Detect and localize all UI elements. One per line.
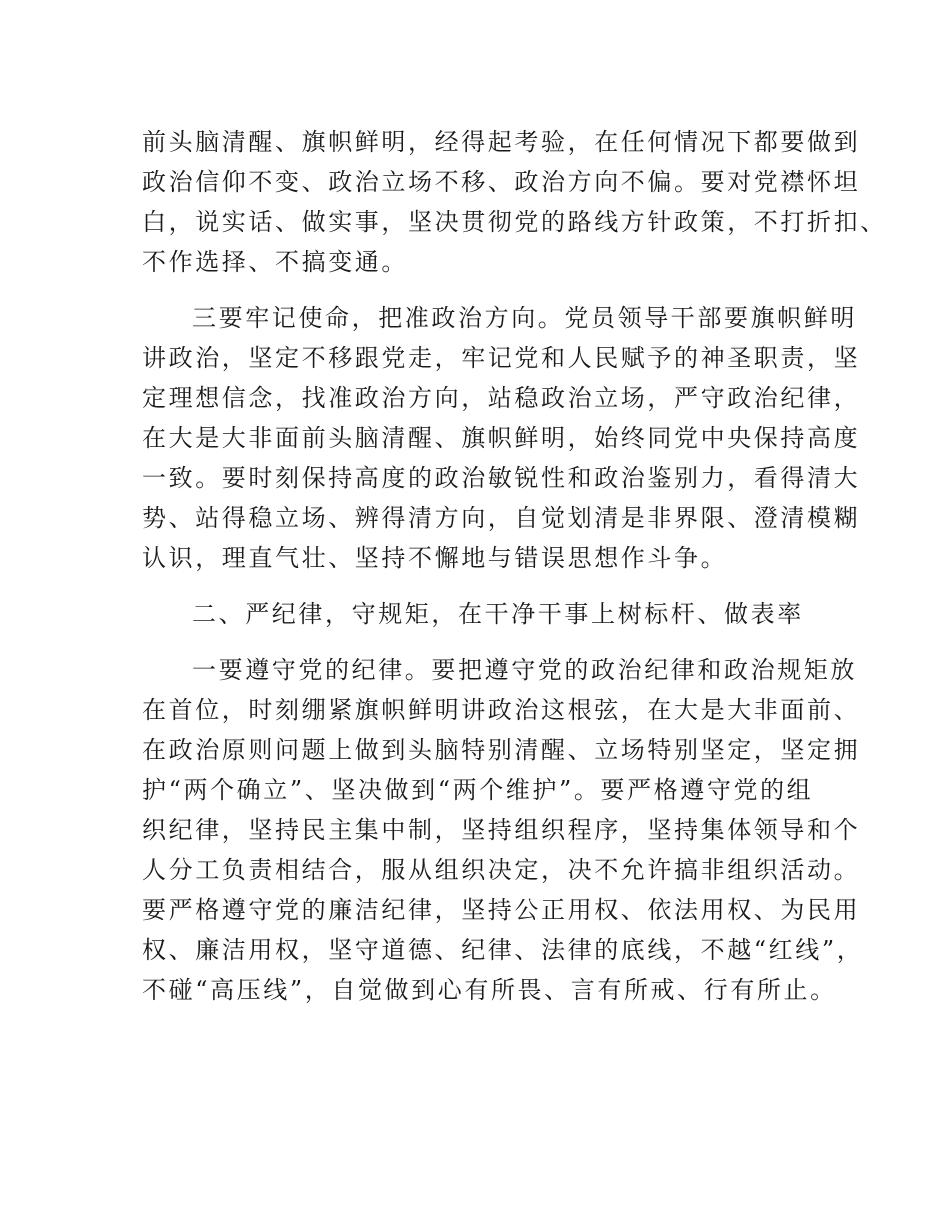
text-line: 在政治原则问题上做到头脑特别清醒、立场特别坚定，坚定拥 [142, 736, 861, 764]
text-line: 护“两个确立”、坚决做到“两个维护”。要严格遵守党的组 [142, 776, 814, 804]
text-line: 要严格遵守党的廉洁纪律，坚持公正用权、依法用权、为民用 [142, 896, 861, 924]
text-line: 权、廉洁用权，坚守道德、纪律、法律的底线，不越“红线”， [142, 936, 864, 964]
text-line: 人分工负责相结合，服从组织决定，决不允许搞非组织活动。 [142, 856, 861, 884]
text-line: 在大是大非面前头脑清醒、旗帜鲜明，始终同党中央保持高度 [142, 424, 861, 452]
text-line: 一要遵守党的纪律。要把遵守党的政治纪律和政治规矩放 [192, 656, 857, 684]
text-line: 讲政治，坚定不移跟党走，牢记党和人民赋予的神圣职责，坚 [142, 344, 861, 372]
text-line: 三要牢记使命，把准政治方向。党员领导干部要旗帜鲜明 [192, 304, 857, 332]
paragraph-mission [142, 298, 861, 578]
text-line: 势、站得稳立场、辨得清方向，自觉划清是非界限、澄清模糊 [142, 504, 861, 532]
document-body [142, 122, 887, 1010]
text-line: 在首位，时刻绷紧旗帜鲜明讲政治这根弦，在大是大非面前、 [142, 696, 861, 724]
text-line: 不碰“高压线”，自觉做到心有所畏、言有所戒、行有所止。 [142, 976, 837, 1004]
text-line: 前头脑清醒、旗帜鲜明，经得起考验，在任何情况下都要做到 [142, 128, 861, 156]
paragraph-continued [142, 122, 887, 282]
text-line: 不作选择、不搞变通。 [142, 248, 408, 276]
section-heading [142, 594, 812, 634]
text-line: 定理想信念，找准政治方向，站稳政治立场，严守政治纪律， [142, 384, 861, 412]
paragraph-discipline [142, 650, 864, 1010]
text-line: 白，说实话、做实事，坚决贯彻党的路线方针政策，不打折扣、 [142, 208, 887, 236]
text-line: 政治信仰不变、政治立场不移、政治方向不偏。要对党襟怀坦 [142, 168, 861, 196]
text-line: 一致。要时刻保持高度的政治敏锐性和政治鉴别力，看得清大 [142, 464, 861, 492]
text-line: 织纪律，坚持民主集中制，坚持组织程序，坚持集体领导和个 [142, 816, 861, 844]
text-line: 认识，理直气壮、坚持不懈地与错误思想作斗争。 [142, 544, 728, 572]
heading-line: 二、严纪律，守规矩，在干净干事上树标杆、做表率 [192, 600, 804, 628]
